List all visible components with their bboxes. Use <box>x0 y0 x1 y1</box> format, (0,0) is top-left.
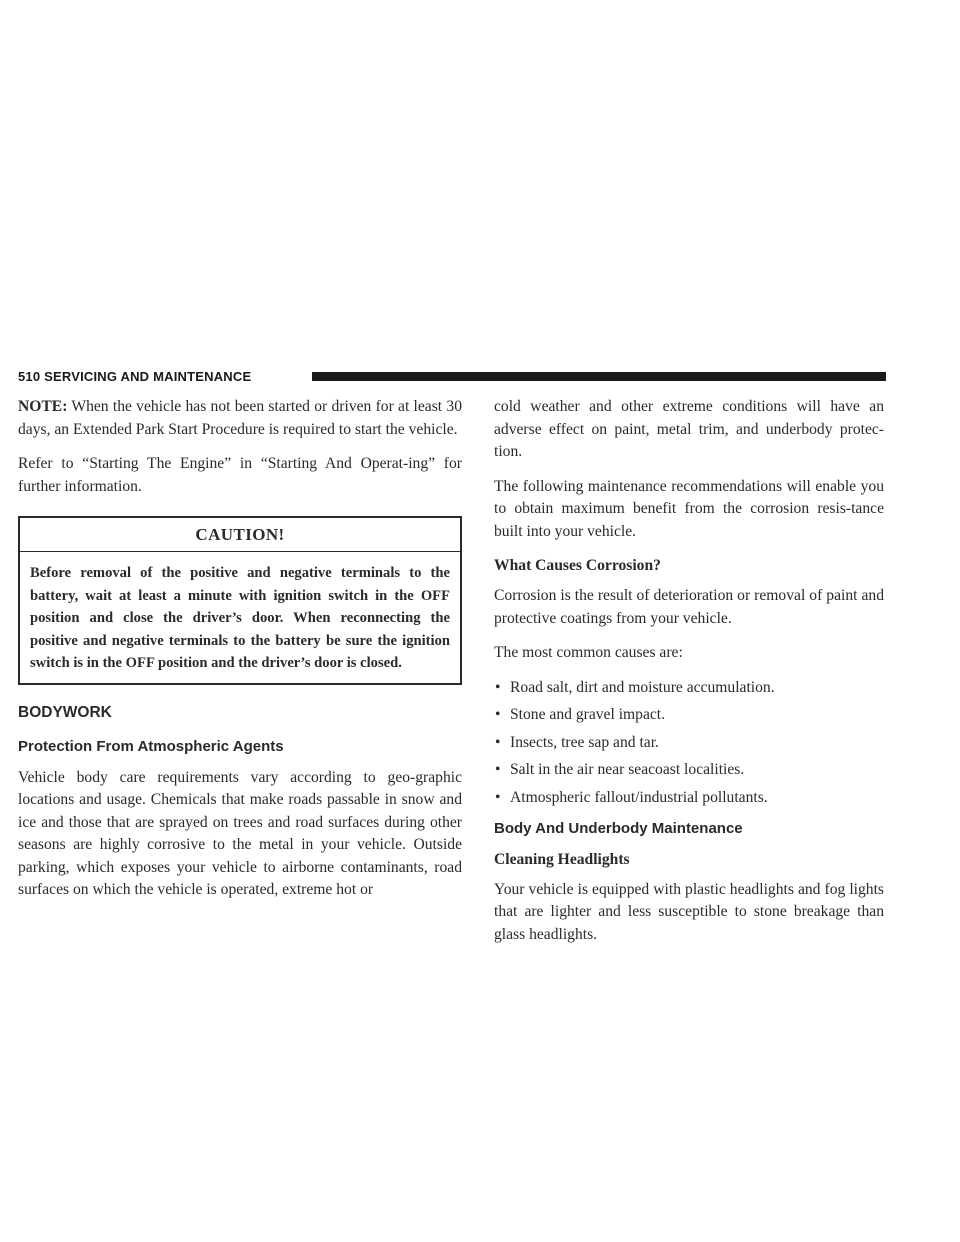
recommend-paragraph: The following maintenance recommendations will enable you to obtain maximum benefit from the corrosion resis-tance built into your vehicle. <box>494 477 884 540</box>
note-label: NOTE: <box>18 398 68 415</box>
header-rule <box>312 372 886 381</box>
headlights-heading: Cleaning Headlights <box>494 850 630 868</box>
list-item: • Insects, tree sap and tar. <box>494 732 884 754</box>
list-item: • Stone and gravel impact. <box>494 704 884 726</box>
page-header <box>18 368 886 386</box>
note-text: When the vehicle has not been started or driven for at least 30 days, an Extended Park Start Procedure is required to start the vehicle. <box>18 398 462 438</box>
note-paragraph <box>18 396 462 441</box>
page-number-section-title: 510 SERVICING AND MAINTENANCE <box>18 369 252 384</box>
headlights-paragraph: Your vehicle is equipped with plastic headlights and fog lights that are lighter and less susceptible to stone breakage than glass headlights. <box>494 880 884 943</box>
common-causes-paragraph: The most common causes are: <box>494 644 683 661</box>
corrosion-paragraph: Corrosion is the result of deterioration or removal of paint and protective coatings from your vehicle. <box>494 587 884 627</box>
underbody-heading: Body And Underbody Maintenance <box>494 819 743 837</box>
refer-paragraph: Refer to “Starting The Engine” in “Starting And Operat-ing” for further information. <box>18 455 462 495</box>
caution-title: CAUTION! <box>20 518 460 552</box>
caution-box <box>18 516 462 685</box>
caution-text: Before removal of the positive and negative terminals to the battery, wait at least a minute with ignition switch in the OFF position and close the driver’s door. When reconnecting the positive and negative terminals to the battery be sure the ignition switch is in the OFF position and the driver’s door is closed. <box>30 565 450 671</box>
protection-heading: Protection From Atmospheric Agents <box>18 737 284 755</box>
list-item: • Atmospheric fallout/industrial pollutants. <box>494 787 884 809</box>
causes-list <box>494 677 884 809</box>
list-item: • Road salt, dirt and moisture accumulation. <box>494 677 884 699</box>
continued-paragraph: cold weather and other extreme conditions will have an adverse effect on paint, metal trim, and underbody protec-tion. <box>494 398 884 460</box>
causes-heading: What Causes Corrosion? <box>494 557 661 574</box>
right-column <box>494 396 884 958</box>
protection-paragraph: Vehicle body care requirements vary according to geo-graphic locations and usage. Chemicals that make roads passable in snow and ice and those that are sprayed on trees and road surfaces during other seasons are highly corrosive to the metal in your vehicle. Outside parking, which exposes your vehicle to airborne contaminants, road surfaces on which the vehicle is operated, extreme hot or <box>18 768 462 898</box>
left-column <box>18 396 462 914</box>
bodywork-heading: BODYWORK <box>18 703 112 721</box>
list-item: • Salt in the air near seacoast localities. <box>494 759 884 781</box>
